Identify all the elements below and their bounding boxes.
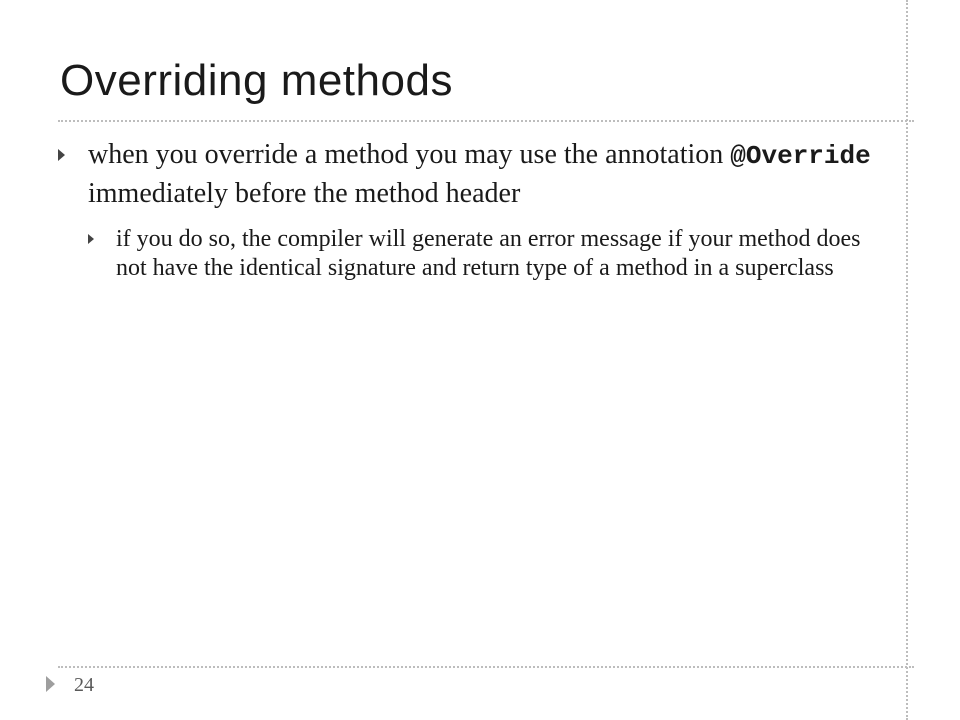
- triangle-right-icon: [88, 234, 94, 244]
- footer-divider: [58, 666, 914, 668]
- bullet-text-after: immediately before the method header: [88, 178, 521, 209]
- sub-bullet-text: if you do so, the compiler will generate an error message if your method does not have the identical signature and return type of a method in a superclass: [116, 226, 861, 281]
- slide-title: Overriding methods: [60, 56, 453, 105]
- title-divider: [58, 120, 914, 122]
- bullet-text-before: when you override a method you may use the annotation: [88, 139, 731, 170]
- bullet-item: [54, 136, 884, 213]
- page-number: 24: [74, 674, 94, 696]
- sub-bullet-item: [82, 225, 884, 283]
- slide-body: [54, 136, 884, 283]
- triangle-right-icon: [58, 149, 65, 161]
- triangle-right-icon: [46, 676, 55, 692]
- right-vertical-divider: [906, 0, 908, 720]
- bullet-code: @Override: [730, 141, 871, 171]
